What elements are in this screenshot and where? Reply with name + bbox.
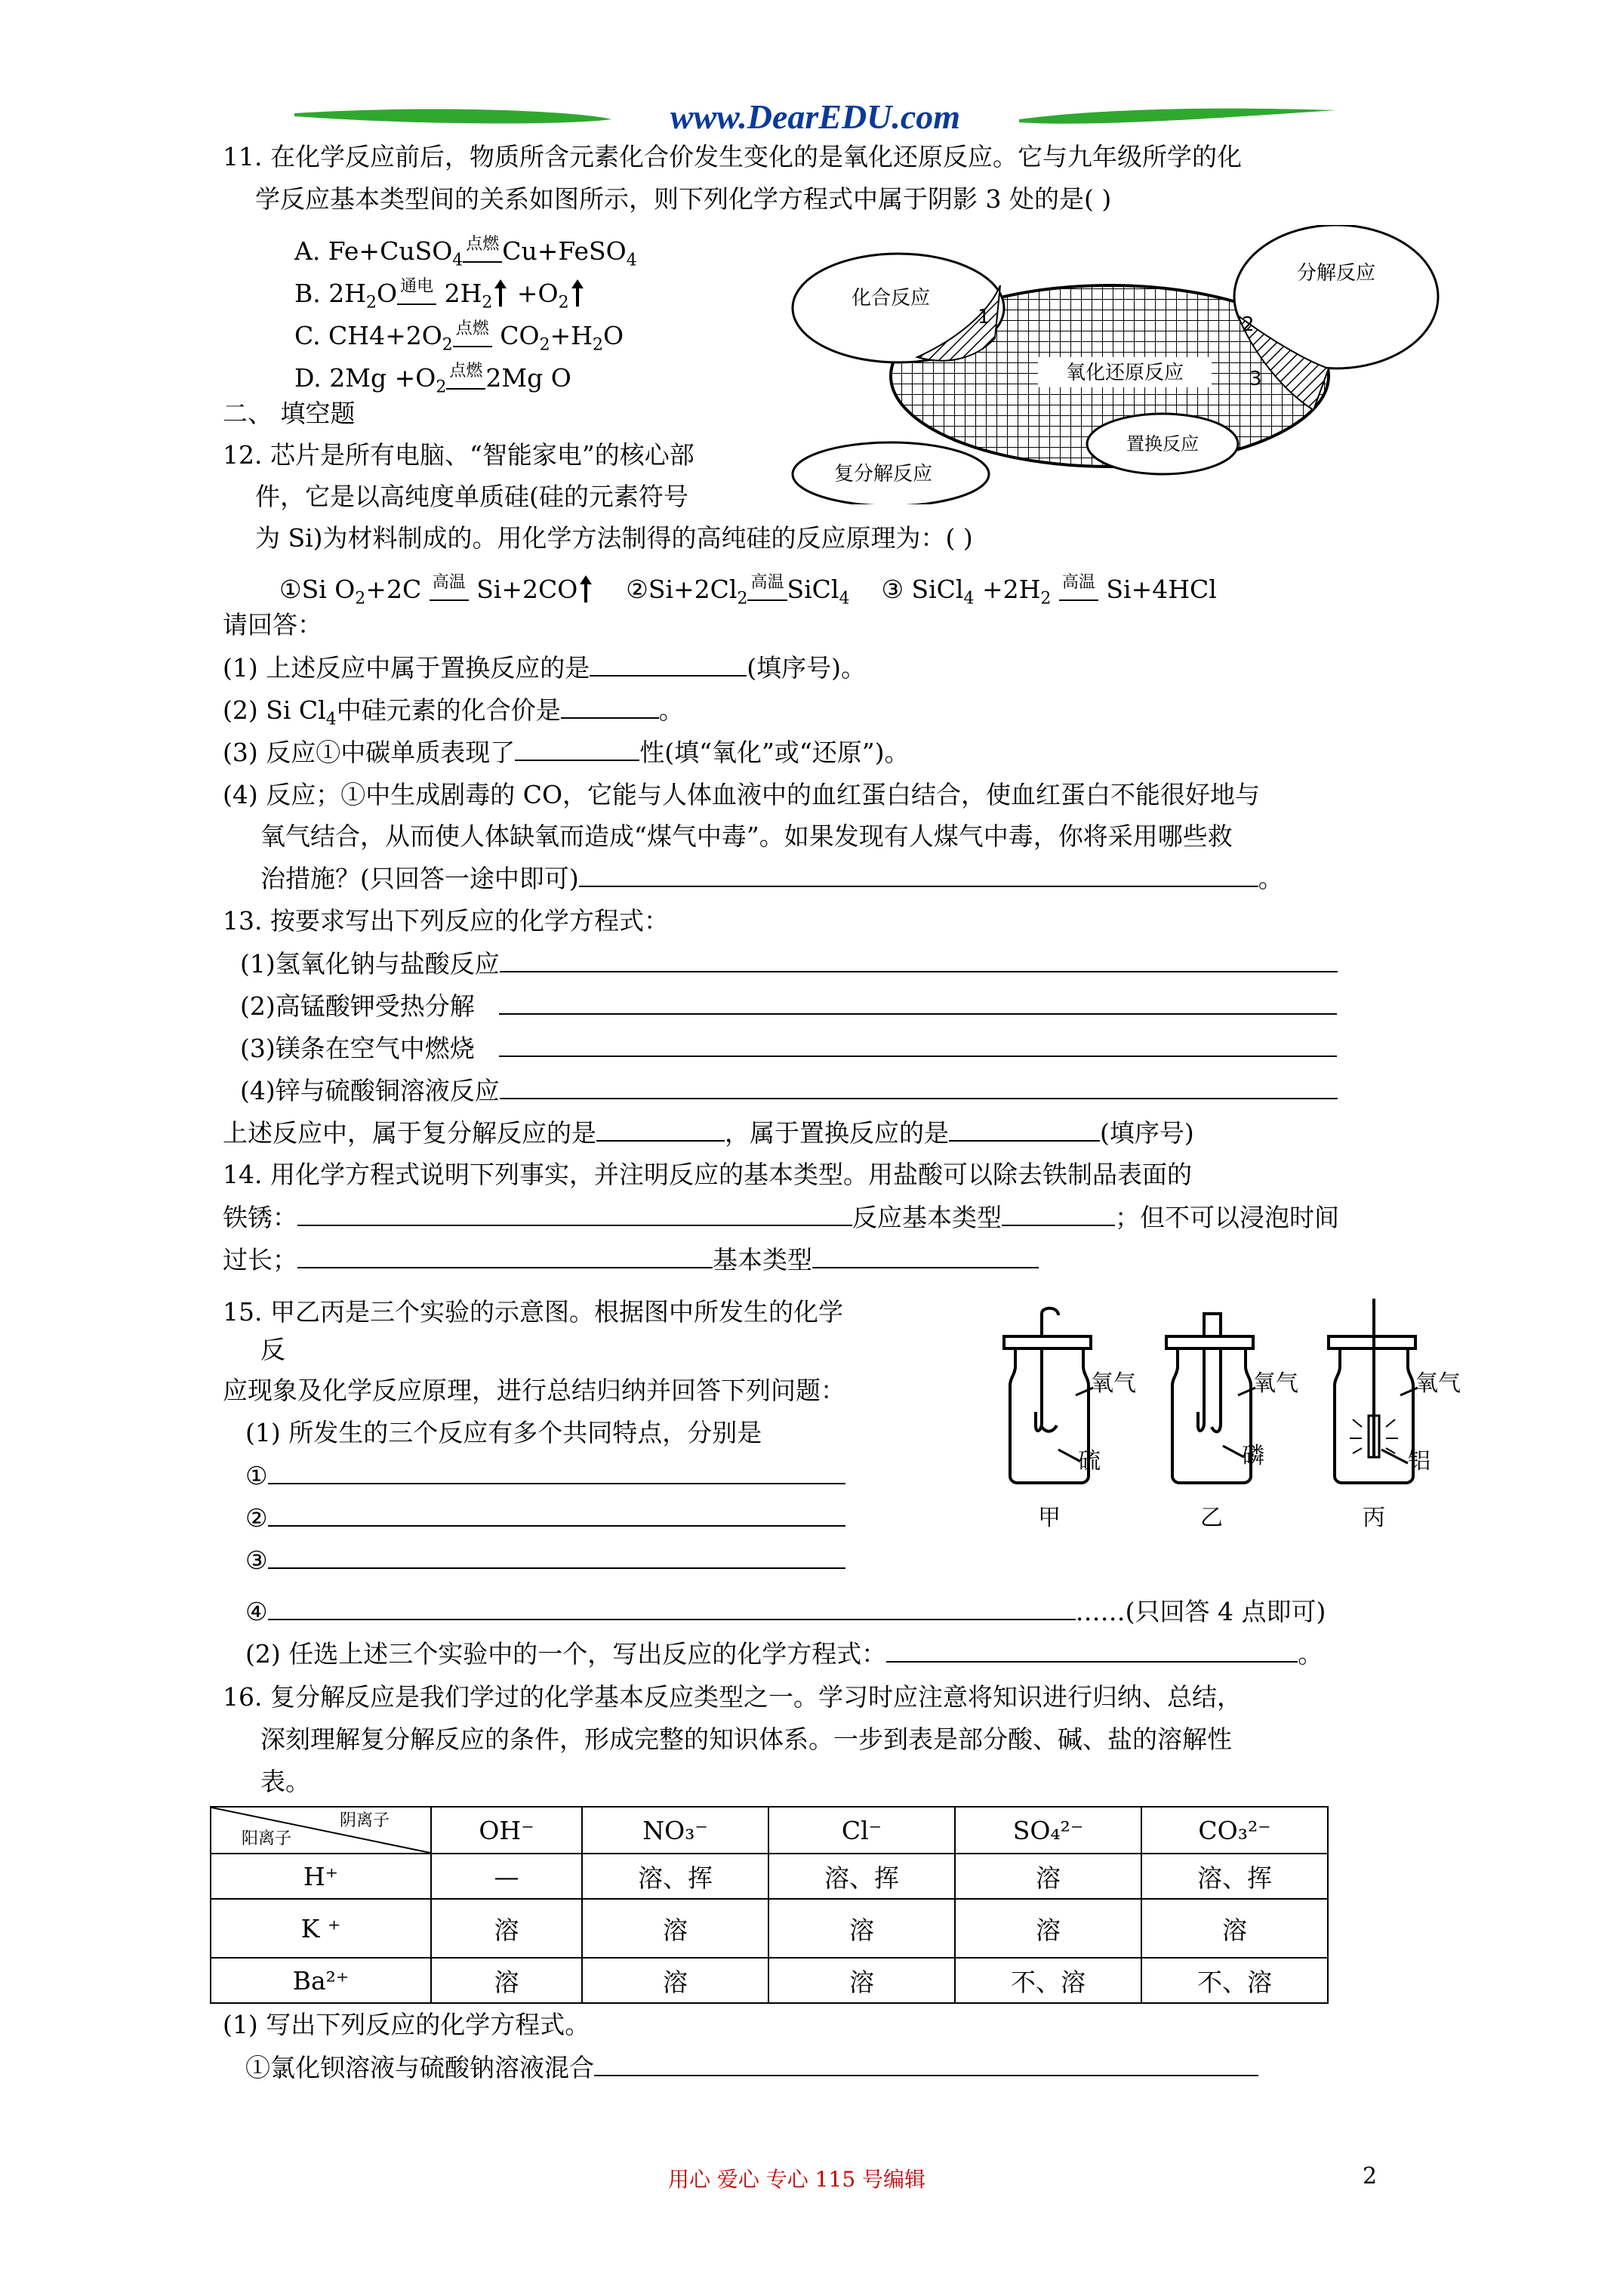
table-cell: 溶	[582, 1958, 768, 2003]
banner-swoosh-right	[1019, 109, 1336, 124]
answer-blank[interactable]	[886, 1638, 1298, 1663]
svg-text:铝: 铝	[1408, 1448, 1431, 1475]
table-header: CO₃²⁻	[1141, 1807, 1328, 1854]
answer-blank[interactable]	[561, 695, 659, 719]
answer-blank[interactable]	[579, 863, 1258, 887]
q15-part2: (2) 任选上述三个实验中的一个，写出反应的化学方程式： 。	[245, 1639, 1323, 1669]
q12-part4-line3: 治措施？(只回答一途中即可) 。	[260, 864, 1283, 893]
q12-part4-line1: (4) 反应；①中生成剧毒的 CO，它能与人体血液中的血红蛋白结合，使血红蛋白不能很好地与	[223, 780, 1261, 809]
q15-line1b: 反	[260, 1335, 285, 1364]
q13-summary: 上述反应中，属于复分解反应的是 ，属于置换反应的是 (填序号)	[223, 1118, 1194, 1148]
table-cell: 溶	[582, 1899, 768, 1958]
answer-blank[interactable]	[499, 1033, 1337, 1057]
q14-line3: 过长； 基本类型	[223, 1244, 1039, 1275]
table-header-row	[211, 1807, 1328, 1854]
q11-option-d: D. $2Mg +O_2$点燃 2Mg O	[294, 356, 571, 403]
q13-title: 13. 按要求写出下列反应的化学方程式：	[223, 906, 669, 935]
q15-line1: 15. 甲乙丙是三个实验的示意图。根据图中所发生的化学	[223, 1297, 843, 1327]
svg-text:磷: 磷	[1242, 1443, 1264, 1469]
svg-text:丙: 丙	[1363, 1505, 1385, 1531]
q12-part3: (3) 反应①中碳单质表现了 性(填“氧化”或“还原”)。	[223, 738, 910, 767]
q12-line2: 件，它是以高纯度单质硅(硅的元素符号	[255, 482, 688, 511]
svg-text:化合反应: 化合反应	[851, 287, 931, 310]
reaction-type-diagram	[785, 225, 1449, 504]
q15-point2: ②	[245, 1502, 845, 1533]
table-cell: Ba²⁺	[211, 1958, 431, 2003]
svg-text:分解反应: 分解反应	[1296, 262, 1376, 285]
q13-item1: (1)氢氧化钠与盐酸反应	[240, 948, 1338, 979]
q15-line2: 应现象及化学反应原理，进行总结归纳并回答下列问题：	[223, 1376, 845, 1405]
q14-line1: 14. 用化学方程式说明下列事实，并注明反应的基本类型。用盐酸可以除去铁制品表面的	[223, 1160, 1192, 1189]
svg-text:硫: 硫	[1078, 1448, 1101, 1475]
q13-item3: (3)镁条在空气中燃烧	[240, 1033, 1337, 1064]
q16-question1: (1) 写出下列反应的化学方程式。	[223, 2010, 590, 2039]
answer-blank[interactable]	[268, 1596, 1076, 1620]
q14-line2: 铁锈： 反应基本类型 ；但不可以浸泡时间	[223, 1203, 1339, 1232]
experiment-figure	[996, 1299, 1487, 1540]
svg-text:复分解反应: 复分解反应	[833, 463, 933, 485]
answer-blank[interactable]	[594, 2052, 1258, 2076]
gas-arrow-icon	[577, 574, 594, 604]
table-cell: 溶	[431, 1899, 582, 1958]
answer-blank[interactable]	[515, 737, 639, 761]
q15-point1: ①	[245, 1460, 845, 1491]
table-corner-cell: 阴离子 阳离子	[211, 1807, 431, 1854]
q12-part4-line2: 氧气结合，从而使人体缺氧而造成“煤气中毒”。如果发现有人煤气中毒，你将采用哪些救	[260, 821, 1233, 851]
svg-text:氧气: 氧气	[1091, 1370, 1136, 1397]
footer-text: 用心 爱心 专心 115 号编辑	[668, 2167, 926, 2192]
q12-line1: 12. 芯片是所有电脑、“智能家电”的核心部	[223, 440, 694, 470]
q13-item4: (4)锌与硫酸铜溶液反应	[240, 1075, 1338, 1106]
table-cell: 溶	[431, 1958, 582, 2003]
banner-swoosh-left	[294, 109, 611, 124]
page-number: 2	[1363, 2163, 1378, 2190]
q12-part2: (2) Si $Cl_4$中硅元素的化合价是 。	[223, 695, 684, 729]
answer-blank[interactable]	[268, 1460, 845, 1484]
q11-option-a: A. Fe+CuSO$_4$点燃 Cu+FeSO$_4$	[294, 230, 637, 276]
section-heading: 二、 填空题	[223, 399, 356, 428]
table-row	[211, 1854, 1328, 1899]
site-name: www.DearEDU.com	[670, 97, 961, 136]
answer-blank[interactable]	[268, 1502, 845, 1527]
answer-blank[interactable]	[596, 1117, 725, 1142]
q12-ask: 请回答：	[223, 610, 322, 639]
svg-text:1: 1	[978, 306, 990, 328]
table-row	[211, 1958, 1328, 2003]
table-cell: 溶	[1141, 1899, 1328, 1958]
q16-line3: 表。	[260, 1767, 310, 1796]
table-cell: 不、溶	[955, 1958, 1141, 2003]
q13-item2: (2)高锰酸钾受热分解	[240, 991, 1337, 1022]
q11-line1: 11. 在化学反应前后，物质所含元素化合价发生变化的是氧化还原反应。它与九年级所学的化	[223, 142, 1242, 171]
q15-point4: ④ ……(只回答 4 点即可)	[245, 1597, 1326, 1626]
q11-option-b: B. $2H_2O$ 通电 $2H_2 +O_2$	[294, 272, 586, 319]
table-cell: 不、溶	[1141, 1958, 1328, 2003]
bottle-c	[1329, 1299, 1418, 1483]
solubility-table	[210, 1806, 1329, 2004]
answer-blank[interactable]	[268, 1545, 845, 1569]
table-cell: K ⁺	[211, 1899, 431, 1958]
q16-question1a: ①氯化钡溶液与硫酸钠溶液混合	[245, 2052, 1258, 2083]
svg-text:甲: 甲	[1038, 1505, 1061, 1531]
table-header: Cl⁻	[768, 1807, 955, 1854]
answer-blank[interactable]	[1002, 1202, 1115, 1226]
answer-blank[interactable]	[297, 1202, 852, 1226]
q15-point3: ③	[245, 1545, 845, 1576]
gas-arrow-icon	[569, 278, 586, 308]
answer-blank[interactable]	[500, 948, 1338, 972]
table-cell: 溶	[768, 1899, 955, 1958]
header-banner	[294, 97, 1336, 142]
svg-text:氧气: 氧气	[1253, 1370, 1298, 1397]
q11-line2: 学反应基本类型间的关系如图所示，则下列化学方程式中属于阴影 3 处的是( )	[255, 184, 1112, 214]
svg-text:2: 2	[1242, 313, 1255, 336]
q16-line2: 深刻理解复分解反应的条件，形成完整的知识体系。一步到表是部分酸、碱、盐的溶解性	[260, 1724, 1232, 1754]
q11-option-c: C. $CH4+2O_2$点燃 $CO_2+H_2O$	[294, 314, 624, 361]
q12-part1: (1) 上述反应中属于置换反应的是 (填序号)。	[223, 653, 866, 683]
answer-blank[interactable]	[949, 1117, 1100, 1142]
table-cell: 溶	[768, 1958, 955, 2003]
svg-text:乙: 乙	[1200, 1505, 1223, 1531]
svg-text:置换反应: 置换反应	[1126, 433, 1199, 455]
svg-text:氧化还原反应: 氧化还原反应	[1065, 362, 1184, 384]
gas-arrow-icon	[492, 278, 509, 308]
answer-blank[interactable]	[500, 1075, 1338, 1099]
svg-text:3: 3	[1249, 368, 1262, 390]
q12-line3: 为 Si)为材料制成的。用化学方法制得的高纯硅的反应原理为：( )	[255, 523, 973, 553]
answer-blank[interactable]	[297, 1244, 713, 1268]
table-header: NO₃⁻	[582, 1807, 768, 1854]
q15-part1: (1) 所发生的三个反应有多个共同特点，分别是	[245, 1418, 762, 1447]
table-cell: H⁺	[211, 1854, 431, 1899]
answer-blank[interactable]	[499, 991, 1337, 1015]
table-cell: 溶	[955, 1899, 1141, 1958]
answer-blank[interactable]	[590, 652, 747, 676]
table-cell: 溶、挥	[582, 1854, 768, 1899]
table-cell: —	[431, 1854, 582, 1899]
q16-line1: 16. 复分解反应是我们学过的化学基本反应类型之一。学习时应注意将知识进行归纳、总结，	[223, 1682, 1242, 1712]
q12-equations: ①Si $O_2+2C$ 高温 Si+2CO $②Si+2Cl_2$高温 SiCl$_4$ ③ SiCl$_4$ $+2H_2$ 高温 Si+4HCl	[279, 568, 1217, 615]
table-cell: 溶、挥	[1141, 1854, 1328, 1899]
table-row	[211, 1899, 1328, 1958]
table-cell: 溶	[955, 1854, 1141, 1899]
table-header: SO₄²⁻	[955, 1807, 1141, 1854]
answer-blank[interactable]	[812, 1244, 1039, 1268]
svg-text:氧气: 氧气	[1415, 1370, 1461, 1397]
table-cell: 溶、挥	[768, 1854, 955, 1899]
table-header: OH⁻	[431, 1807, 582, 1854]
